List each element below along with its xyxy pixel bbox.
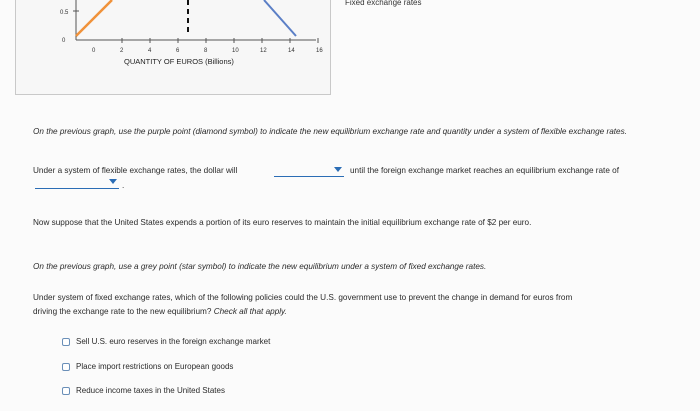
x-tick-6: 6 [176,48,180,54]
checkbox-icon[interactable] [62,363,70,371]
q2-statement: Now suppose that the United States expends a portion of its euro reserves to maintain the initial equilibrium exchange rate of $2 per euro. [33,218,532,227]
chevron-down-icon [109,179,117,184]
q1-sentence-end: . [122,181,125,190]
y-tick-0: 0 [62,38,66,44]
x-tick-4: 4 [148,48,152,54]
q4-instruction: Check all that apply. [213,307,287,316]
q4-question-line-1: Under system of fixed exchange rates, which of the following policies could the U.S. government use to prevent the change in demand for euros from [33,293,573,302]
chevron-down-icon [334,167,342,172]
q4-question-line-2 [33,305,287,319]
x-tick-16: 16 [316,48,323,54]
option-sell-euro-reserves[interactable] [62,337,270,346]
q1-sentence-start: Under a system of flexible exchange rates, the dollar will [33,166,238,175]
x-tick-8: 8 [204,48,208,54]
checkbox-icon[interactable] [62,387,70,395]
x-tick-12: 12 [260,48,267,54]
x-axis-label: QUANTITY OF EUROS (Billions) [124,57,234,66]
x-tick-14: 14 [288,48,295,54]
q1-prompt: On the previous graph, use the purple point (diamond symbol) to indicate the new equilibrium exchange rate and quantity under a system of flexible exchange rates. [33,127,627,136]
option-import-restrictions[interactable] [62,362,233,371]
x-tick-10: 10 [232,48,239,54]
option-label: Reduce income taxes in the United States [76,386,225,395]
demand-curve [264,0,296,36]
q1-sentence-mid: until the foreign exchange market reaches an equilibrium exchange rate of [350,166,619,175]
q4-question-text: driving the exchange rate to the new equilibrium? [33,307,212,316]
graph-panel [15,0,331,95]
exchange-rate-graph [16,0,330,94]
checkbox-icon[interactable] [62,338,70,346]
option-reduce-income-taxes[interactable] [62,386,225,395]
equilibrium-rate-dropdown[interactable] [35,178,119,189]
y-tick-0.5: 0.5 [60,10,69,16]
x-tick-0: 0 [92,48,96,54]
supply-curve [76,0,112,36]
x-tick-2: 2 [120,48,124,54]
q3-prompt: On the previous graph, use a grey point (star symbol) to indicate the new equilibrium under a system of fixed exchange rates. [33,262,487,271]
option-label: Sell U.S. euro reserves in the foreign exchange market [76,337,271,346]
option-label: Place import restrictions on European goods [76,362,234,371]
fixed-exchange-rates-label: Fixed exchange rates [345,0,422,7]
dollar-direction-dropdown[interactable] [274,166,344,177]
